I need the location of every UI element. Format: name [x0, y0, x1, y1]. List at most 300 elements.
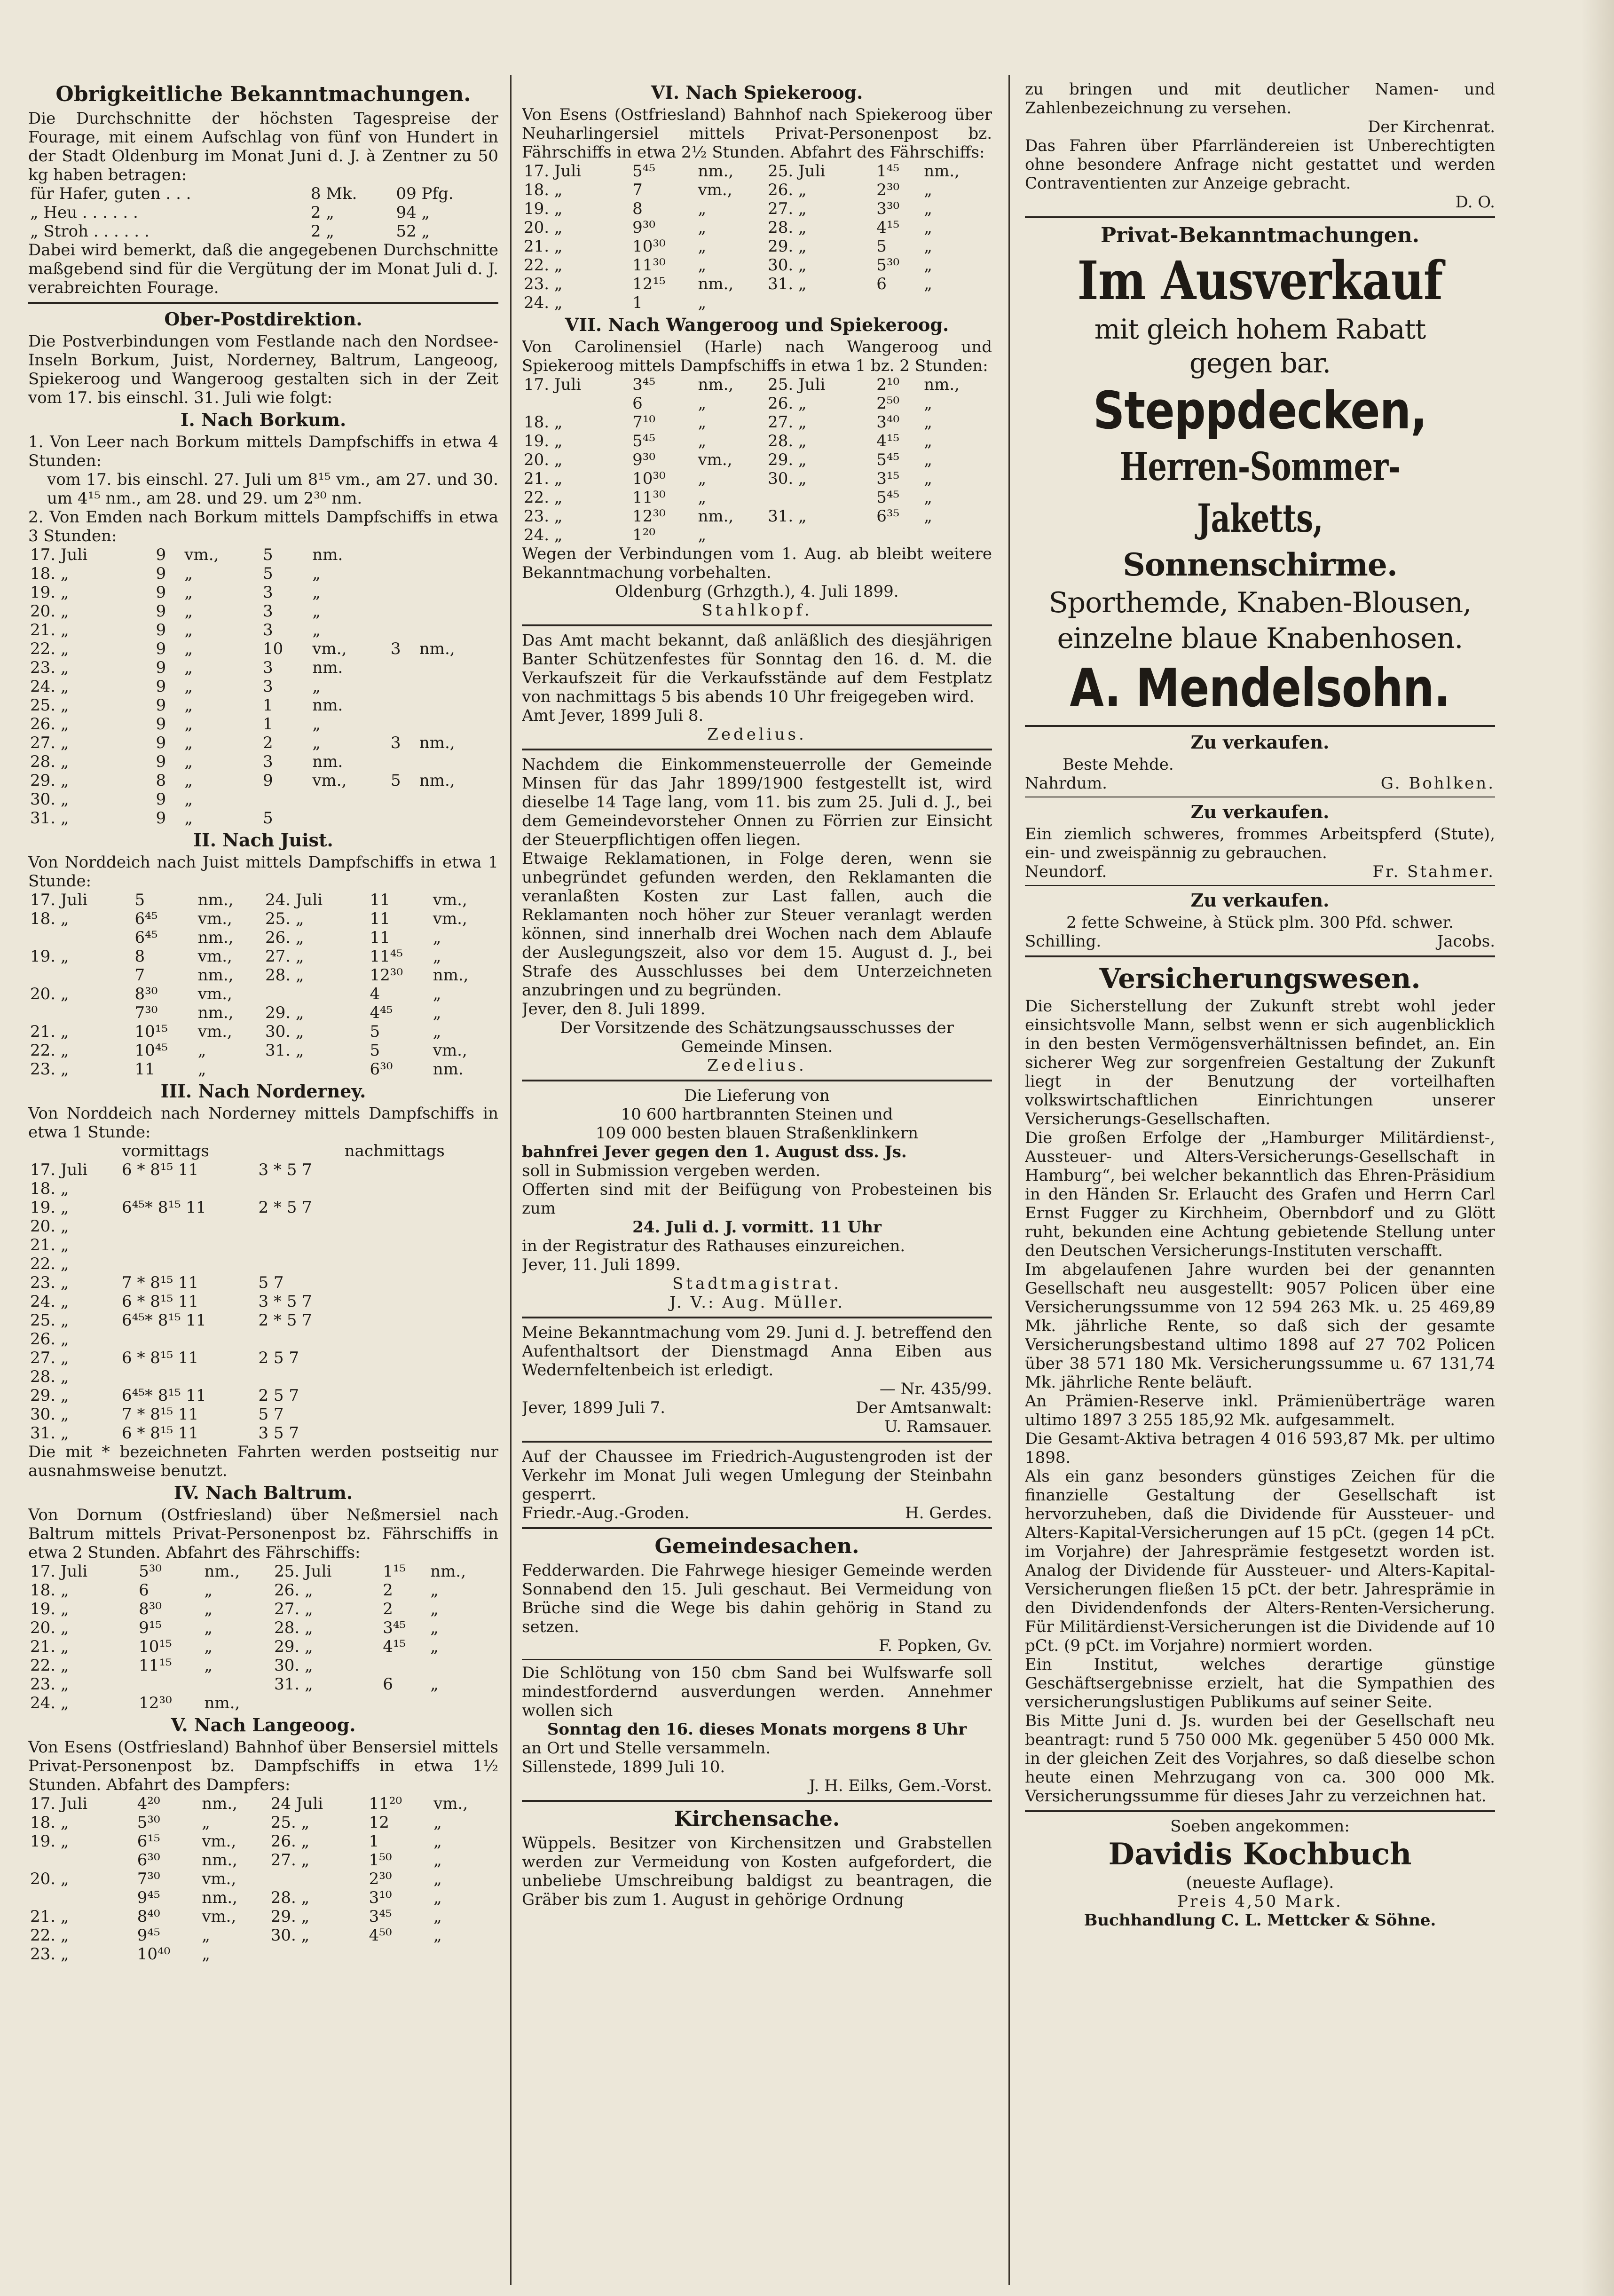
paragraph: Von Norddeich nach Juist mittels Dampfschiffs in etwa 1 Stunde: [28, 853, 498, 891]
paragraph: Bis Mitte Juni d. Js. wurden bei der Gesellschaft neu beantragt: rund 5 750 000 Mk. gegenüber 5 450 000 Mk. in der gleichen Zeit des Vorjahres, so daß dieselbe schon heute einen Mehrzugang von ca. 300 000 Mk. Versicherungssumme für dieses Jahr zu verzeichnen hat. [1025, 1712, 1495, 1806]
table-cell [389, 752, 417, 771]
timetable [28, 1794, 498, 1964]
table-cell: 5 [876, 237, 887, 256]
table-cell: 23. „ [30, 1060, 69, 1079]
table-cell [120, 1236, 256, 1255]
table-cell: 20. „ [30, 602, 69, 621]
table-cell: „ [204, 1656, 213, 1675]
table-cell: nm. [312, 658, 343, 677]
table-cell [269, 1945, 367, 1964]
table-cell [389, 715, 417, 734]
table-cell: 19. „ [524, 432, 563, 450]
paragraph: Etwaige Reklamationen, in Folge deren, wenn sie unbegründet gefunden werden, den Reklamanten die veranlaßten Kosten zur Last fallen, auch die Reklamanten noch höher zur Steuer veranlagt werden können, sind innerhalb drei Wochen nach dem Ablaufe der Auslegungszeit, also vor dem 15. August d. J., bei Strafe des Ausschlusses bei dem Unterzeichneten anzubringen und zu begründen. [522, 849, 992, 1000]
page-edge [1581, 0, 1614, 2296]
signature-line [1025, 932, 1495, 951]
table-cell [310, 790, 389, 809]
table-cell: 1 [632, 293, 643, 312]
table-cell: 31. „ [30, 1424, 69, 1443]
table-row [28, 1386, 498, 1405]
table-cell: „ [924, 181, 932, 199]
signature: J. H. Eilks, Gem.-Vorst. [809, 1776, 992, 1795]
table-cell: 5 [262, 545, 273, 564]
table-cell: 6 [139, 1581, 149, 1600]
table-cell: 27. „ [768, 199, 807, 218]
table-cell [389, 677, 417, 696]
table-cell: 20. „ [30, 985, 69, 1003]
table-cell: nm., [433, 966, 469, 985]
table-cell [417, 545, 498, 564]
divider [522, 1527, 992, 1529]
table-cell: nm. [312, 696, 343, 715]
paragraph: Von Dornum (Ostfriesland) über Neßmersiel nach Baltrum mittels Privat-Personenpost bz. Fährschiffs in etwa 2 Stunden. Abfahrt des Fährschiffs: [28, 1506, 498, 1562]
table-row [28, 947, 498, 966]
signature: J. V.: Aug. Müller. [669, 1293, 845, 1312]
table-cell: „ [312, 583, 321, 602]
paragraph: bahnfrei Jever gegen den 1. August dss. Js. [522, 1143, 907, 1161]
table-cell: 8³⁰ [139, 1600, 162, 1618]
table-cell: 3 [262, 602, 273, 621]
paragraph: Offerten sind mit der Beifügung von Probesteinen bis zum [522, 1180, 992, 1218]
table-row [28, 1562, 498, 1581]
table-row [522, 432, 992, 450]
table-cell: nm. [433, 1060, 464, 1079]
ad-merchant: A. Mendelsohn. [1070, 658, 1450, 719]
price: Preis 4,50 Mark. [1177, 1892, 1343, 1911]
table-cell: „ [184, 621, 193, 639]
table-cell: 7 [632, 181, 643, 199]
table-cell: 24. „ [30, 677, 69, 696]
table-row [28, 602, 498, 621]
table-cell: 3¹⁰ [369, 1888, 392, 1907]
table-row [28, 564, 498, 583]
table-cell: „ [698, 218, 707, 237]
table-cell: 5 [370, 1041, 380, 1060]
table-cell [417, 621, 498, 639]
table-cell: nm. [312, 545, 343, 564]
table-cell: nm. [312, 752, 343, 771]
table-cell: 9 [156, 658, 166, 677]
table-cell: nm., [204, 1694, 240, 1712]
ad-item: Sporthemde, Knaben-Blousen, [1048, 586, 1472, 619]
table-cell: 11¹⁵ [139, 1656, 172, 1675]
table-row [28, 1292, 498, 1311]
table-cell: „ [202, 1945, 210, 1964]
table-cell: 9 [156, 602, 166, 621]
table-cell: 22. „ [524, 256, 563, 275]
table-cell: 27. „ [274, 1600, 313, 1618]
table-cell: 6⁴⁵ [134, 928, 158, 947]
table-cell [381, 1656, 428, 1675]
signature: Stahlkopf. [701, 601, 812, 620]
table-cell: 17. Juli [30, 1160, 88, 1179]
table-row [28, 966, 498, 985]
table-cell: nm., [202, 1888, 237, 1907]
table-cell: 30. „ [768, 469, 807, 488]
table-cell: 26. „ [274, 1581, 313, 1600]
table-cell: 28. „ [30, 752, 69, 771]
table-cell [417, 715, 498, 734]
signature: Der Kirchenrat. [1368, 118, 1495, 136]
table-cell: 6 * 8¹⁵ 11 [122, 1424, 199, 1443]
table-row [28, 639, 498, 658]
table-cell: „ [698, 413, 707, 432]
table-row [522, 394, 992, 413]
table-cell: 5 [262, 564, 273, 583]
section-title: Versicherungswesen. [1099, 963, 1421, 994]
table-cell: „ [197, 1041, 206, 1060]
table-row [28, 985, 498, 1003]
table-cell: nm., [202, 1794, 237, 1813]
table-cell: „ [433, 947, 441, 966]
table-cell [389, 621, 417, 639]
table-row [28, 583, 498, 602]
paragraph: Wüppels. Besitzer von Kirchensitzen und Grabstellen werden zur Vermeidung von Kosten aufgefordert, die unbeliebe Umschreibung baldigst zu beantragen, die Gräber bis zum 1. August in gehörige Ordnung [522, 1834, 992, 1909]
table-cell: 9 [156, 752, 166, 771]
table-cell [766, 293, 874, 312]
table-cell: 6⁴⁵* 8¹⁵ 11 [122, 1311, 206, 1330]
table-row [28, 1675, 498, 1694]
section-title: Obrigkeitliche Bekanntmachungen. [55, 82, 471, 106]
table-cell: 29. „ [768, 450, 807, 469]
table-cell: 30. „ [265, 1022, 304, 1041]
table-row [522, 413, 992, 432]
timetable [28, 1562, 498, 1712]
ad-item: Sonnenschirme. [1123, 546, 1397, 583]
table-cell: 5 7 [258, 1273, 284, 1292]
table-cell [28, 1003, 133, 1022]
paragraph: Die Durchschnitte der höchsten Tagespreise der Fourage, mit einem Aufschlag von fünf von Hundert in der Stadt Oldenburg im Monat Juni d. J. à Zentner zu 50 kg haben betragen: [28, 109, 498, 184]
table-cell: „ [924, 413, 932, 432]
table-row [28, 1656, 498, 1675]
paragraph: Ein ziemlich schweres, frommes Arbeitspferd (Stute), ein- und zweispännig zu gebrauchen. [1025, 825, 1495, 862]
table-row [28, 1637, 498, 1656]
table-cell: 5³⁰ [876, 256, 900, 275]
table-cell: 22. „ [30, 1041, 69, 1060]
paragraph: an Ort und Stelle versammeln. [522, 1739, 771, 1758]
timetable [522, 162, 992, 312]
table-cell [389, 564, 417, 583]
ad-item: Herren-Sommer-Jaketts, [1119, 444, 1401, 541]
signature: Fr. Stahmer. [1372, 862, 1495, 881]
table-cell: 22. „ [524, 488, 563, 507]
table-cell: 5 [390, 771, 401, 790]
paragraph: Von Esens (Ostfriesland) Bahnhof über Bensersiel mittels Privat-Personenpost bz. Dampfschiffs in etwa 1½ Stunden. Abfahrt des Dampfers: [28, 1738, 498, 1794]
table-cell: 12³⁰ [139, 1694, 172, 1712]
signature: Zedelius. [707, 725, 807, 744]
table-cell: 18. „ [30, 1813, 69, 1832]
table-cell: „ [433, 1022, 441, 1041]
table-cell: 24. „ [524, 293, 563, 312]
table-cell: 29. „ [274, 1637, 313, 1656]
paragraph: 24. Juli d. J. vormitt. 11 Uhr [632, 1218, 882, 1237]
ad-text: mit gleich hohem Rabatt [1094, 313, 1426, 345]
table-cell: 31. „ [265, 1041, 304, 1060]
table-cell [417, 677, 498, 696]
table-cell: 3 * 5 7 [258, 1160, 312, 1179]
table-cell: „ [698, 488, 707, 507]
table-cell: 22. „ [30, 1255, 69, 1273]
paragraph: Von Norddeich nach Norderney mittels Dampfschiffs in etwa 1 Stunde: [28, 1104, 498, 1142]
table-cell: „ [184, 639, 193, 658]
dateline: Jever, den 8. Juli 1899. [522, 1000, 706, 1018]
dateline: Amt Jever, 1899 Juli 8. [522, 706, 704, 725]
table-row [28, 1330, 498, 1349]
table-row [522, 218, 992, 237]
table-cell: 5 [134, 891, 145, 909]
table-cell [417, 809, 498, 828]
table-cell: 19. „ [30, 1600, 69, 1618]
paragraph: Im abgelaufenen Jahre wurden bei der genannten Gesellschaft neu ausgestellt: 9057 Policen über eine Versicherungssumme von 12 594 263 Mk. u. 25 469,89 Mk. jährliche Rente, so daß sich der gesamte Versicherungsbestand ultimo 1898 auf 27 702 Policen über 38 571 180 Mk. Versicherungssumme u. 67 131,74 Mk. jährliche Rente beläuft. [1025, 1260, 1495, 1392]
table-cell: 5⁴⁵ [876, 488, 900, 507]
place: Nahrdum. [1025, 774, 1107, 793]
subsection-title: II. Nach Juist. [193, 829, 333, 851]
table-cell [874, 293, 922, 312]
table-cell [367, 1945, 432, 1964]
paragraph: Von Esens (Ostfriesland) Bahnhof nach Spiekeroog über Neuharlingersiel mittels Privat-Personenpost bz. Fährschiffs in etwa 2½ Stunden. Abfahrt des Fährschiffs: [522, 105, 992, 162]
signature: U. Ramsauer. [884, 1417, 992, 1436]
table-row [28, 1041, 498, 1060]
table-row [28, 1003, 498, 1022]
table-cell: 12³⁰ [370, 966, 403, 985]
paragraph: zu bringen und mit deutlicher Namen- und Zahlenbezeichnung zu versehen. [1025, 80, 1495, 118]
table-cell: 4 [370, 985, 380, 1003]
dateline: Jever, 1899 Juli 7. [522, 1398, 666, 1417]
table-cell: vm., [433, 1041, 467, 1060]
table-cell: nm., [924, 375, 960, 394]
table-cell: „ [184, 677, 193, 696]
paragraph: soll in Submission vergeben werden. [522, 1161, 821, 1180]
table-row [28, 1349, 498, 1367]
dateline: Oldenburg (Grhzgth.), 4. Juli 1899. [615, 582, 899, 601]
reference: — Nr. 435/99. [879, 1380, 992, 1398]
divider [28, 302, 498, 304]
table-cell: 9 [262, 771, 273, 790]
divider [522, 1800, 992, 1802]
paragraph: Die Sicherstellung der Zukunft strebt wohl jeder einsichtsvolle Mann, selbst wenn er sich augenblicklich in den besten Vermögensverhältnissen befindet, an. Ein sicherer Weg zur sorgenfreien Gestaltung der Zukunft liegt in der Benutzung der vorteilhaften volkswirtschaftlichen Einrichtungen unserer Versicherungs-Gesellschaften. [1025, 997, 1495, 1128]
table-cell [120, 1179, 256, 1198]
column-3 [1025, 80, 1495, 2271]
table-row [28, 1945, 498, 1964]
table-cell: „ [430, 1675, 439, 1694]
table-cell: „ [924, 488, 932, 507]
subsection-title: V. Nach Langeoog. [171, 1714, 356, 1736]
table-cell: vm., [433, 909, 467, 928]
table-cell: „ [204, 1600, 213, 1618]
table-row [28, 715, 498, 734]
paragraph: Nachdem die Einkommensteuerrolle der Gemeinde Minsen für das Jahr 1899/1900 festgestellt ist, wird dieselbe 14 Tage lang, vom 11. bis zum 25. Juli d. J., bei dem Gemeindevorsteher Onnen zu Förrien zur Einsicht der Steuerpflichtigen offen liegen. [522, 755, 992, 849]
table-cell: vm., [698, 450, 732, 469]
paragraph: Die mit * bezeichneten Fahrten werden postseitig nur ausnahmsweise benutzt. [28, 1443, 498, 1480]
table-cell: 30. „ [274, 1656, 313, 1675]
table-row [28, 1813, 498, 1832]
table-cell [389, 809, 417, 828]
table-cell: nm., [419, 771, 455, 790]
table-row [28, 1198, 498, 1217]
table-row [28, 1926, 498, 1945]
table-cell: 6 * 8¹⁵ 11 [122, 1349, 199, 1367]
table-header-cell: nachmittags [344, 1142, 445, 1160]
table-cell: 29. „ [270, 1907, 310, 1926]
table-cell: 3³⁰ [876, 199, 900, 218]
table-cell: 3 [262, 621, 273, 639]
cell: 2 „ [310, 203, 334, 222]
table-cell: vm., [202, 1832, 236, 1851]
table-cell: nm., [204, 1562, 240, 1581]
table-cell [381, 1694, 428, 1712]
paragraph: Die Gesamt-Aktiva betragen 4 016 593,87 Mk. per ultimo 1898. [1025, 1429, 1495, 1467]
paragraph: Von Carolinensiel (Harle) nach Wangeroog und Spiekeroog mittels Dampfschiffs in etwa 1 bz. 2 Stunden: [522, 338, 992, 375]
table-cell: „ [184, 790, 193, 809]
table-cell: nm., [698, 162, 734, 181]
table-cell: 9 [156, 790, 166, 809]
table-cell [389, 790, 417, 809]
table-cell: „ [433, 1813, 442, 1832]
table-cell: 12 [369, 1813, 389, 1832]
table-cell [263, 1060, 368, 1079]
cell: für Hafer, guten . . . [30, 184, 191, 203]
table-cell: 18. „ [30, 1179, 69, 1198]
table-cell: 11 [370, 928, 390, 947]
table-cell: 26. „ [768, 394, 807, 413]
table-cell: „ [184, 658, 193, 677]
timetable [28, 545, 498, 828]
table-cell: 9 [156, 583, 166, 602]
table-cell: „ [698, 293, 707, 312]
table-cell: 2 [262, 734, 273, 752]
table-cell: 2 5 7 [258, 1349, 299, 1367]
table-cell: 9 [156, 696, 166, 715]
subsection-title: Zu verkaufen. [1190, 801, 1330, 822]
table-row [28, 621, 498, 639]
table-cell [269, 1870, 367, 1888]
column-rule-1 [510, 75, 512, 2285]
table-row [522, 199, 992, 218]
ad-item: Steppdecken, [1093, 380, 1427, 441]
table-cell: 11³⁰ [632, 256, 666, 275]
table-row [28, 809, 498, 828]
table-cell: 6 [876, 275, 887, 293]
paragraph: Die Lieferung von [684, 1086, 830, 1105]
table-cell: 11 [134, 1060, 155, 1079]
table-cell: „ [924, 394, 932, 413]
table-row [28, 1160, 498, 1179]
divider [1025, 1810, 1495, 1812]
table-cell: 3 [262, 677, 273, 696]
table-cell: 8 [156, 771, 166, 790]
table-cell: 26. „ [30, 715, 69, 734]
table-cell: „ [312, 564, 321, 583]
table-cell: 3 [262, 583, 273, 602]
table-cell: 28. „ [768, 432, 807, 450]
cell: „ Heu . . . . . . [30, 203, 138, 222]
table-cell: 11⁴⁵ [370, 947, 403, 966]
table-cell: 24. Juli [265, 891, 323, 909]
table-cell: 3⁴⁵ [369, 1907, 392, 1926]
table-row [28, 928, 498, 947]
table-cell: „ [184, 602, 193, 621]
table-cell [417, 658, 498, 677]
table-row [522, 507, 992, 526]
role: Der Vorsitzende des Schätzungsausschusses der Gemeinde Minsen. [560, 1018, 954, 1056]
table-cell: 9 [156, 715, 166, 734]
advertisement [1025, 250, 1495, 720]
signature-line [1025, 862, 1495, 881]
table-cell: „ [184, 771, 193, 790]
table-cell: „ [924, 432, 932, 450]
table-cell [272, 1694, 381, 1712]
table-cell: 18. „ [30, 909, 69, 928]
divider [1025, 955, 1495, 957]
table-row [28, 1851, 498, 1870]
column-2 [522, 80, 992, 2271]
divider [522, 1317, 992, 1318]
table-cell: „ [924, 218, 932, 237]
table-cell [389, 696, 417, 715]
table-cell: 6 * 8¹⁵ 11 [122, 1160, 199, 1179]
table-row [28, 184, 498, 203]
table-cell: 31. „ [768, 275, 807, 293]
table-cell: nm., [430, 1562, 466, 1581]
price-table [28, 184, 498, 241]
table-cell [137, 1675, 202, 1694]
ad-text: gegen bar. [1189, 347, 1331, 379]
table-cell: „ [184, 564, 193, 583]
divider [522, 749, 992, 750]
table-cell: 23. „ [30, 1675, 69, 1694]
table-cell: 26. „ [270, 1832, 310, 1851]
table-cell: „ [184, 809, 193, 828]
table-row [522, 256, 992, 275]
table-cell: 6 * 8¹⁵ 11 [122, 1292, 199, 1311]
table-cell [417, 752, 498, 771]
table-cell: 25. „ [265, 909, 304, 928]
table-cell: „ [924, 469, 932, 488]
table-cell [120, 1255, 256, 1273]
table-cell: 6 [383, 1675, 393, 1694]
table-cell: 30. „ [30, 1405, 69, 1424]
table-cell: 29. „ [768, 237, 807, 256]
subsection-title: VI. Nach Spiekeroog. [651, 82, 863, 103]
table-cell [428, 1694, 498, 1712]
table-row [28, 891, 498, 909]
table-cell: „ [698, 256, 707, 275]
table-row [522, 450, 992, 469]
timetable [28, 1142, 498, 1443]
paragraph: Das Fahren über Pfarrländereien ist Unberechtigten ohne besondere Anfrage nicht gestattet und werden Contraventienten zur Anzeige gebracht. [1025, 136, 1495, 193]
table-row [28, 1022, 498, 1041]
signature: F. Popken, Gv. [878, 1636, 992, 1655]
table-row [28, 1870, 498, 1888]
table-row [28, 658, 498, 677]
table-cell: 6³⁰ [137, 1851, 160, 1870]
table-cell: 27. „ [265, 947, 304, 966]
table-cell: 26. „ [30, 1330, 69, 1349]
table-row [28, 1217, 498, 1236]
table-cell [256, 1179, 342, 1198]
table-cell: 1 [369, 1832, 379, 1851]
table-cell [261, 790, 310, 809]
table-cell: 6⁴⁵* 8¹⁵ 11 [122, 1198, 206, 1217]
table-row [28, 1367, 498, 1386]
divider [522, 624, 992, 626]
section-title: Privat-Bekanntmachungen. [1100, 223, 1420, 247]
table-cell: 18. „ [524, 181, 563, 199]
cell: 94 „ [396, 203, 430, 222]
table-cell: „ [184, 734, 193, 752]
table-cell: „ [698, 394, 707, 413]
table-cell [28, 1851, 135, 1870]
paragraph: Die Schlötung von 150 cbm Sand bei Wulfswarfe soll mindestfordernd ausverdungen werden. Annehmer wollen sich [522, 1664, 992, 1720]
